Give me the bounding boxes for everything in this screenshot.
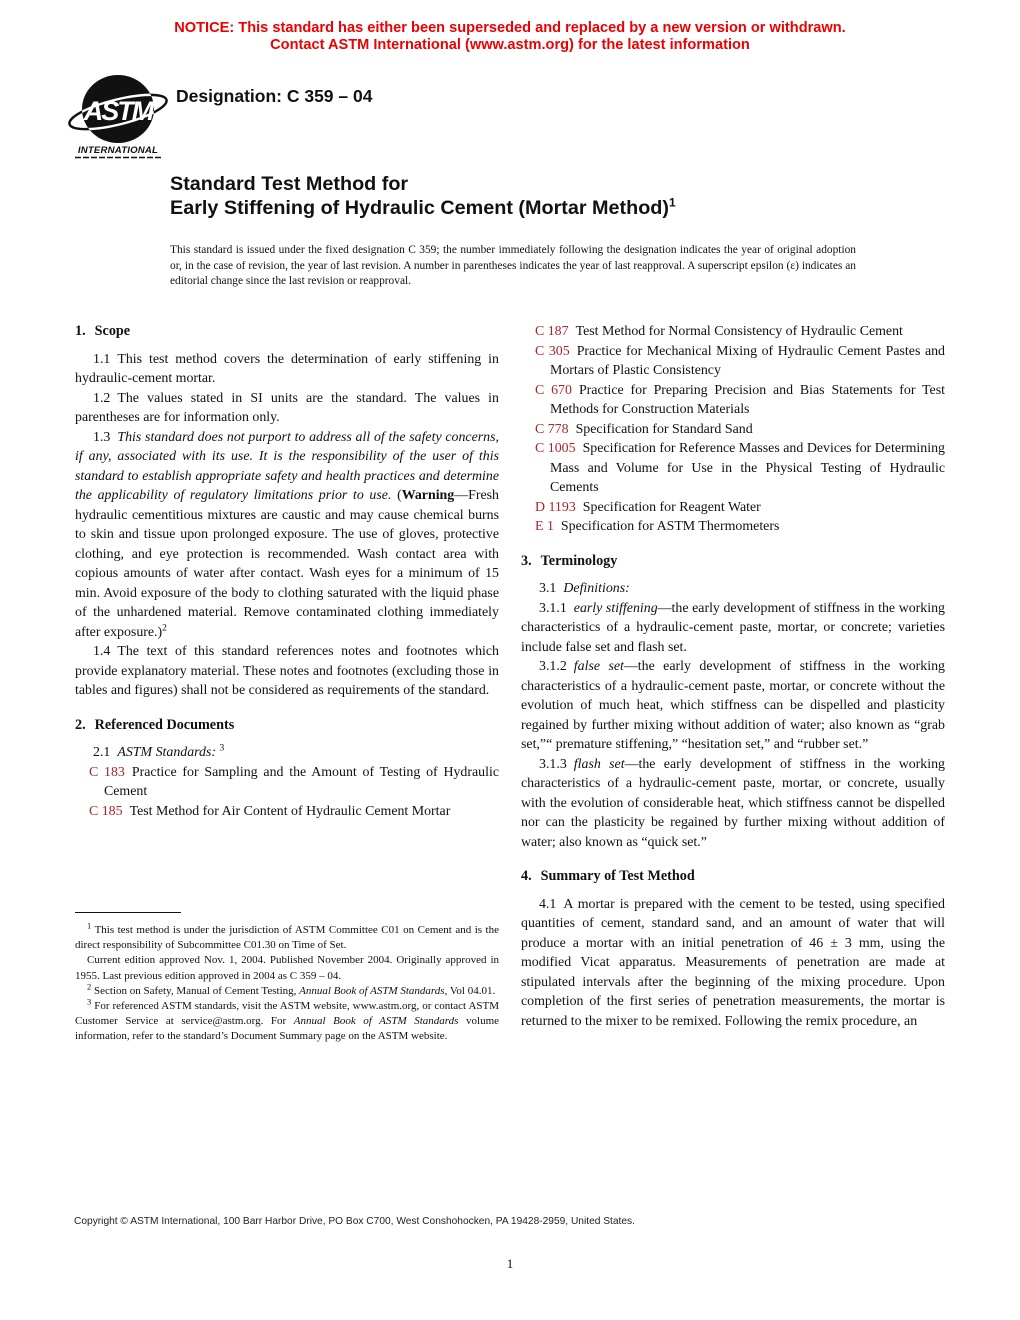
paragraph-3-1: 3.1 Definitions: [539,581,630,596]
reference-code: D 1193 [535,499,576,515]
section-3-heading: 3. Terminology [521,552,618,569]
footnote-divider [75,912,181,913]
footnote-3: $^3$ For referenced ASTM standards, visit the ASTM website, www.astm.org, or contact ASTM Customer Service at service@astm.org. For Annual Book of ASTM Standards volume information, refer to the standard’s Document Summary page on the ASTM website. [75,996,500,1043]
reference-c185: C 185 Test Method for Air Content of Hydraulic Cement Mortar [89,803,451,819]
title-line-2: Early Stiffening of Hydraulic Cement (Mortar Method)$^1$ [170,195,676,219]
reference-c187: C 187 Test Method for Normal Consistency of Hydraulic Cement [535,324,903,339]
reference-c1005: C 1005 Specification for Reference Masses and Devices for Determining Mass and Volume for Use in the Physical Testing of Hydraulic Cements [535,441,945,495]
designation: Designation: C 359 – 04 [176,86,373,106]
paragraph-1-2: 1.2 The values stated in SI units are the standard. The values in parentheses are for information only. [75,390,499,425]
warning-label: Warning [401,488,455,503]
copyright-line: Copyright © ASTM International, 100 Barr Harbor Drive, PO Box C700, West Conshohocken, PA 19428-2959, United States. [74,1216,635,1227]
page-number: 1 [506,1256,514,1271]
right-column [521,322,945,1031]
reference-c670: C 670 Practice for Preparing Precision and Bias Statements for Test Methods for Construction Materials [535,382,945,417]
standard-preamble: This standard is issued under the fixed designation C 359; the number immediately following the designation indicates the year of original adoption or, in the case of revision, the year of last revision. A number in parentheses indicates the year of last reapproval. A superscript epsilon (ε) indicates an editorial change since the last revision or reapproval. [170,244,856,288]
footnote-2: $^2$ Section on Safety, Manual of Cement Testing, Annual Book of ASTM Standards, Vol 04.01. [87,981,496,997]
reference-code: C 778 [535,421,569,437]
title-footnote-ref: 1 [668,195,676,210]
section-4-heading: 4. Summary of Test Method [521,868,695,884]
footnote-1-edition: Current edition approved Nov. 1, 2004. Published November 2004. Originally approved in 1955. Last previous edition approved in 2004 as C 359 – 04. [75,954,499,982]
reference-e1: E 1 Specification for ASTM Thermometers [535,519,780,534]
footnote-ref-3: 3 [219,743,225,754]
reference-d1193: D 1193 Specification for Reagent Water [535,499,761,515]
title-line-1: Standard Test Method for [170,173,409,195]
reference-code: C 1005 [535,441,576,456]
reference-code: E 1 [535,519,554,534]
paragraph-3-1-1: 3.1.1 early stiffening—the early development of stiffness in the working characteristics of a hydraulic-cement paste, mortar, or concrete; varieties include false set and flash set. [521,600,945,655]
logo-subtitle: INTERNATIONAL [77,145,159,156]
paragraph-2-1: 2.1 ASTM Standards: $^3$ [93,743,225,760]
footnote-1: $^1$ This test method is under the jurisdiction of ASTM Committee C01 on Cement and is the direct responsibility of Subcommittee C01.30 on Time of Set. [75,920,499,952]
notice-line-2: Contact ASTM International (www.astm.org) for the latest information [270,37,750,54]
reference-code: C 183 [89,764,125,780]
footnotes-block [75,912,499,1045]
reference-c305: C 305 Practice for Mechanical Mixing of Hydraulic Cement Pastes and Mortars of Plastic Consistency [535,343,945,378]
reference-code: C 670 [535,382,572,398]
footnote-ref-2: 2 [162,622,167,633]
left-column [75,322,499,821]
reference-c183: C 183 Practice for Sampling and the Amount of Testing of Hydraulic Cement [89,764,499,799]
paragraph-3-1-2: 3.1.2 false set—the early development of stiffness in the working characteristics of a hydraulic-cement paste, mortar, or concrete without the evolution of much heat, which stiffness can be dispelled and plasticity regained by further mixing without addition of water; also known as “grab set,”“ premature stiffening,” “hesitation set,” and “rubber set.” [521,659,945,752]
page-title [170,172,676,220]
paragraph-4-1: 4.1 A mortar is prepared with the cement to be tested, using specified quantities of cement, standard sand, and an amount of water that will produce a mortar with an initial penetration of 46 ± 3 mm, using the modified Vicat apparatus. Measurements of penetration are made at stipulated intervals after the beginning of the mixing procedure. Upon completion of the first series of penetration measurements, the mortar is returned to the mixer to be remixed. Following the remix procedure, an [521,896,945,1029]
section-2-heading: 2. Referenced Documents [75,716,235,733]
paragraph-1-4: 1.4 The text of this standard references notes and footnotes which provide explanatory material. These notes and footnotes (excluding those in tables and figures) shall not be considered as requirements of the standard. [75,644,499,698]
reference-code: C 185 [89,803,123,819]
paragraph-1-1: 1.1 This test method covers the determination of early stiffening in hydraulic-cement mortar. [75,351,499,386]
reference-c778: C 778 Specification for Standard Sand [535,421,753,437]
astm-logo [66,72,170,167]
superseded-notice [0,20,1020,54]
paragraph-1-3: 1.3 This standard does not purport to address all of the safety concerns, if any, associated with its use. It is the responsibility of the user of this standard to establish appropriate safety and health practices and determine the applicability of regulatory limitations prior to use. (Warning—Fresh hydraulic cementitious mixtures are caustic and may cause chemical burns to skin and tissue upon prolonged exposure. The use of gloves, protective clothing, and eye protection is recommended. Wash contact area with copious amounts of water after contact. Wash eyes for a minimum of 15 min. Avoid exposure of the body to clothing saturated with the liquid phase of the unhardened material. Remove contaminated clothing immediately after exposure.)$^2$ [75,429,499,640]
paragraph-3-1-3: 3.1.3 flash set—the early development of stiffness in the working characteristics of a hydraulic-cement paste, mortar, or concrete, usually with the evolution of considerable heat, which stiffness cannot be dispelled nor can the plasticity be regained by further mixing without addition of water; also known as “quick set.” [521,756,946,850]
logo-acronym: ASTM [83,96,153,126]
section-1-heading: 1. Scope [75,323,131,339]
astm-globe-graphic [66,72,170,162]
notice-line-1: NOTICE: This standard has either been superseded and replaced by a new version or withdrawn. [174,20,846,36]
reference-code: C 305 [535,343,570,359]
reference-code: C 187 [535,324,569,339]
